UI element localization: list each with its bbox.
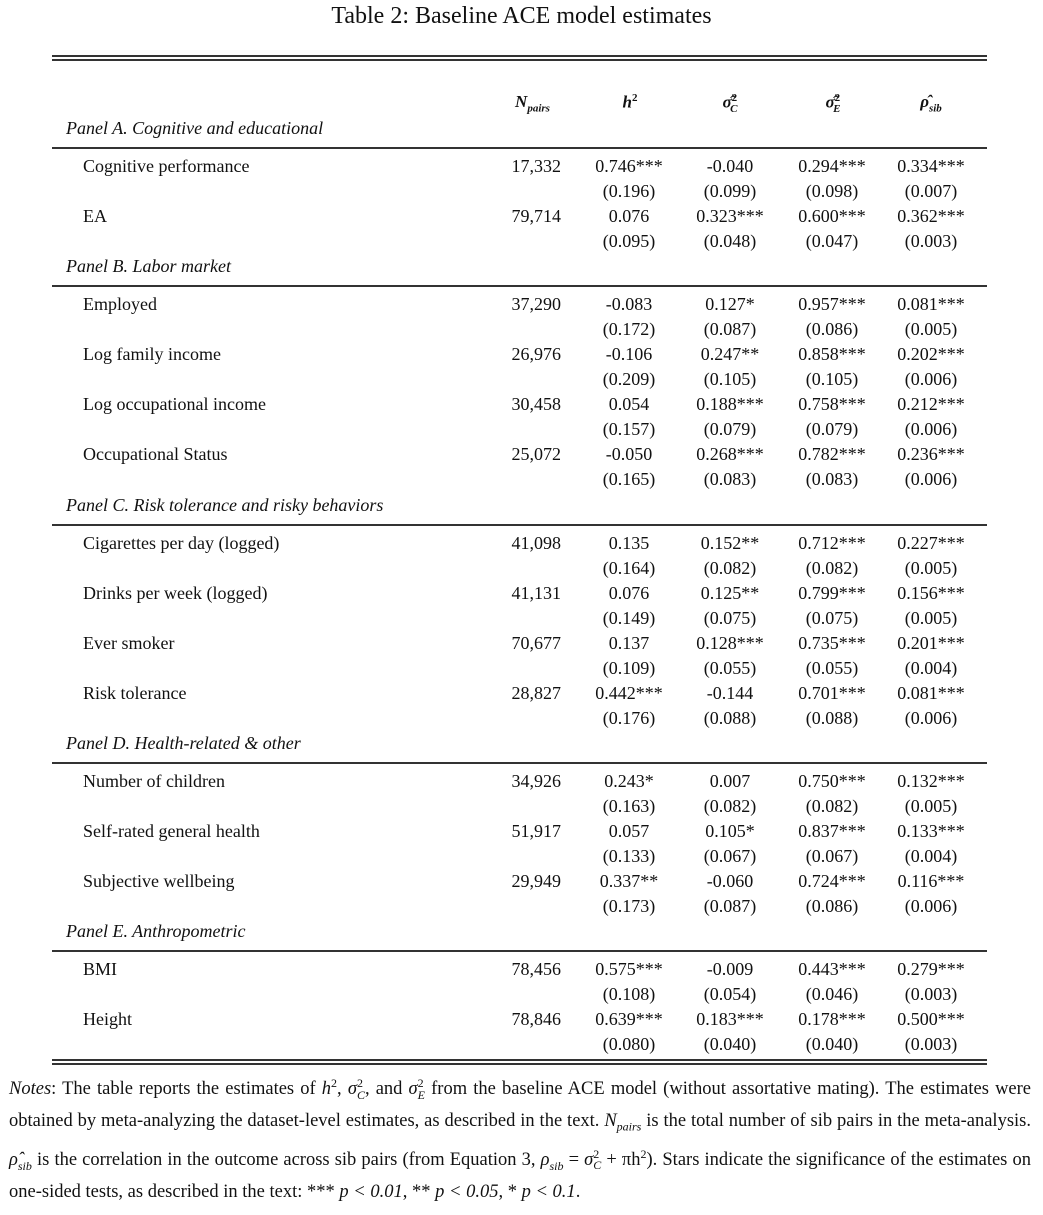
panel-title: Panel D. Health-related & other xyxy=(66,733,301,753)
cell-sc: 0.188*** xyxy=(696,394,764,414)
cell-h2: 0.054 xyxy=(608,394,650,414)
cell-sc-se: (0.082) xyxy=(703,796,757,816)
cell-se: 0.799*** xyxy=(798,583,866,603)
cell-h2-se: (0.176) xyxy=(602,708,656,728)
cell-rho: 0.081*** xyxy=(897,294,965,314)
cell-h2-se: (0.108) xyxy=(602,984,656,1004)
cell-rho: 0.500*** xyxy=(897,1009,965,1029)
cell-rho-se: (0.004) xyxy=(904,658,958,678)
cell-se-se: (0.086) xyxy=(805,896,859,916)
cell-se-se: (0.047) xyxy=(805,231,859,251)
cell-se: 0.443*** xyxy=(798,959,866,979)
cell-se: 0.837*** xyxy=(798,821,866,841)
cell-n: 78,846 xyxy=(511,1009,561,1029)
cell-rho-se: (0.003) xyxy=(904,1034,958,1054)
cell-se: 0.600*** xyxy=(798,206,866,226)
cell-rho: 0.236*** xyxy=(897,444,965,464)
cell-sc-se: (0.079) xyxy=(703,419,757,439)
cell-n: 34,926 xyxy=(511,771,561,791)
cell-rho-se: (0.007) xyxy=(904,181,958,201)
cell-rho-se: (0.005) xyxy=(904,558,958,578)
panel-title: Panel E. Anthropometric xyxy=(66,921,246,941)
header-sigma-c: σ̂$^2_C$ xyxy=(722,92,738,116)
cell-sc-se: (0.048) xyxy=(703,231,757,251)
cell-n: 51,917 xyxy=(511,821,561,841)
cell-se-se: (0.088) xyxy=(805,708,859,728)
panel-rule xyxy=(52,524,987,526)
cell-sc: 0.152** xyxy=(700,533,760,553)
cell-n: 78,456 xyxy=(511,959,561,979)
panel-title: Panel A. Cognitive and educational xyxy=(66,118,324,138)
cell-h2-se: (0.149) xyxy=(602,608,656,628)
cell-se-se: (0.082) xyxy=(805,558,859,578)
cell-sc-se: (0.082) xyxy=(703,558,757,578)
cell-h2: -0.083 xyxy=(605,294,653,314)
cell-n: 17,332 xyxy=(511,156,561,176)
cell-h2: 0.442*** xyxy=(595,683,663,703)
cell-sc: -0.060 xyxy=(706,871,754,891)
cell-rho-se: (0.004) xyxy=(904,846,958,866)
top-rule-2 xyxy=(52,59,987,61)
cell-n: 26,976 xyxy=(511,344,561,364)
row-label: EA xyxy=(83,206,107,226)
cell-rho: 0.133*** xyxy=(897,821,965,841)
cell-rho-se: (0.006) xyxy=(904,469,958,489)
cell-rho: 0.212*** xyxy=(897,394,965,414)
cell-se: 0.750*** xyxy=(798,771,866,791)
cell-n: 41,098 xyxy=(511,533,561,553)
table-title: Table 2: Baseline ACE model estimates xyxy=(331,3,712,29)
header-h2: $h^2$ xyxy=(622,92,638,112)
cell-se: 0.782*** xyxy=(798,444,866,464)
cell-se: 0.858*** xyxy=(798,344,866,364)
cell-n: 28,827 xyxy=(511,683,561,703)
cell-rho: 0.156*** xyxy=(897,583,965,603)
cell-se-se: (0.083) xyxy=(805,469,859,489)
cell-rho: 0.279*** xyxy=(897,959,965,979)
cell-rho: 0.132*** xyxy=(897,771,965,791)
cell-sc-se: (0.067) xyxy=(703,846,757,866)
cell-h2: 0.243* xyxy=(604,771,654,791)
cell-rho-se: (0.005) xyxy=(904,796,958,816)
cell-rho: 0.227*** xyxy=(897,533,965,553)
cell-rho-se: (0.005) xyxy=(904,319,958,339)
header-sigma-e: σ̂$^2_E$ xyxy=(825,92,841,116)
cell-sc: 0.183*** xyxy=(696,1009,764,1029)
cell-h2-se: (0.163) xyxy=(602,796,656,816)
cell-sc-se: (0.088) xyxy=(703,708,757,728)
cell-rho-se: (0.003) xyxy=(904,231,958,251)
cell-n: 37,290 xyxy=(511,294,561,314)
cell-h2-se: (0.172) xyxy=(602,319,656,339)
cell-sc: 0.268*** xyxy=(696,444,764,464)
cell-se-se: (0.082) xyxy=(805,796,859,816)
bottom-rule-2 xyxy=(52,1063,987,1065)
cell-sc: -0.009 xyxy=(706,959,754,979)
cell-h2-se: (0.080) xyxy=(602,1034,656,1054)
panel-title: Panel B. Labor market xyxy=(66,256,231,276)
header-npairs: $N_{pairs}$ xyxy=(515,92,550,115)
row-label: Log family income xyxy=(83,344,221,364)
cell-rho-se: (0.006) xyxy=(904,369,958,389)
cell-sc: -0.040 xyxy=(706,156,754,176)
row-label: Self-rated general health xyxy=(83,821,260,841)
cell-rho-se: (0.003) xyxy=(904,984,958,1004)
cell-h2: 0.337** xyxy=(599,871,659,891)
bottom-rule-1 xyxy=(52,1059,987,1061)
cell-se: 0.758*** xyxy=(798,394,866,414)
cell-h2-se: (0.164) xyxy=(602,558,656,578)
cell-h2: 0.076 xyxy=(608,206,650,226)
cell-n: 79,714 xyxy=(511,206,561,226)
cell-h2-se: (0.157) xyxy=(602,419,656,439)
row-label: Cigarettes per day (logged) xyxy=(83,533,280,553)
cell-sc: -0.144 xyxy=(706,683,754,703)
cell-se: 0.178*** xyxy=(798,1009,866,1029)
row-label: Drinks per week (logged) xyxy=(83,583,268,603)
cell-sc: 0.247** xyxy=(700,344,760,364)
cell-se-se: (0.105) xyxy=(805,369,859,389)
cell-h2-se: (0.196) xyxy=(602,181,656,201)
cell-n: 29,949 xyxy=(511,871,561,891)
cell-h2: -0.106 xyxy=(605,344,653,364)
cell-h2: 0.746*** xyxy=(595,156,663,176)
cell-h2-se: (0.133) xyxy=(602,846,656,866)
cell-se-se: (0.075) xyxy=(805,608,859,628)
row-label: BMI xyxy=(83,959,118,979)
cell-h2: 0.639*** xyxy=(595,1009,663,1029)
cell-sc: 0.127* xyxy=(705,294,755,314)
cell-rho: 0.202*** xyxy=(897,344,965,364)
cell-rho-se: (0.006) xyxy=(904,708,958,728)
cell-n: 30,458 xyxy=(511,394,561,414)
cell-se-se: (0.040) xyxy=(805,1034,859,1054)
top-rule-1 xyxy=(52,55,987,57)
cell-sc-se: (0.099) xyxy=(703,181,757,201)
panel-rule xyxy=(52,950,987,952)
cell-sc-se: (0.087) xyxy=(703,319,757,339)
panel-title: Panel C. Risk tolerance and risky behaviors xyxy=(66,495,384,515)
cell-n: 25,072 xyxy=(511,444,561,464)
cell-se: 0.724*** xyxy=(798,871,866,891)
cell-h2-se: (0.095) xyxy=(602,231,656,251)
cell-rho-se: (0.005) xyxy=(904,608,958,628)
row-label: Log occupational income xyxy=(83,394,266,414)
cell-h2-se: (0.209) xyxy=(602,369,656,389)
cell-sc: 0.105* xyxy=(705,821,755,841)
cell-se-se: (0.046) xyxy=(805,984,859,1004)
cell-se-se: (0.067) xyxy=(805,846,859,866)
cell-se-se: (0.055) xyxy=(805,658,859,678)
row-label: Employed xyxy=(83,294,157,314)
cell-sc-se: (0.040) xyxy=(703,1034,757,1054)
row-label: Risk tolerance xyxy=(83,683,187,703)
cell-h2-se: (0.173) xyxy=(602,896,656,916)
row-label: Ever smoker xyxy=(83,633,175,653)
cell-se-se: (0.079) xyxy=(805,419,859,439)
cell-sc-se: (0.087) xyxy=(703,896,757,916)
panel-rule xyxy=(52,285,987,287)
cell-n: 70,677 xyxy=(511,633,561,653)
cell-n: 41,131 xyxy=(511,583,561,603)
cell-h2: 0.135 xyxy=(608,533,650,553)
cell-se: 0.957*** xyxy=(798,294,866,314)
cell-sc: 0.125** xyxy=(700,583,760,603)
cell-se: 0.701*** xyxy=(798,683,866,703)
cell-sc-se: (0.105) xyxy=(703,369,757,389)
panel-rule xyxy=(52,762,987,764)
cell-rho: 0.362*** xyxy=(897,206,965,226)
cell-sc-se: (0.075) xyxy=(703,608,757,628)
table-notes: Notes: The table reports the estimates of $h^2$, $\sigma^2_C$, and $\sigma^2_E$ from the baseline ACE model (without assortative mating). The estimates were obtained by meta-analyzing the dataset-level estimates, as described in the text. $N_{pairs}$ is the total number of sib pairs in the meta-analysis. $\rhô_{sib}$ is the correlation in the outcome across sib pairs (from Equation 3, $\rho_{sib} = \sigma^2_C + \pi h^2$). Stars indicate the significance of the estimates on one-sided tests, as described in the text: *** p < 0.01, ** p < 0.05, * p < 0.1. xyxy=(9,1076,1032,1202)
cell-se-se: (0.086) xyxy=(805,319,859,339)
row-label: Occupational Status xyxy=(83,444,228,464)
cell-h2: 0.137 xyxy=(608,633,650,653)
row-label: Cognitive performance xyxy=(83,156,250,176)
cell-h2-se: (0.109) xyxy=(602,658,656,678)
cell-se: 0.294*** xyxy=(798,156,866,176)
cell-h2-se: (0.165) xyxy=(602,469,656,489)
cell-rho: 0.334*** xyxy=(897,156,965,176)
cell-h2: 0.575*** xyxy=(595,959,663,979)
row-label: Height xyxy=(83,1009,132,1029)
cell-se: 0.735*** xyxy=(798,633,866,653)
cell-rho: 0.081*** xyxy=(897,683,965,703)
cell-rho: 0.116*** xyxy=(897,871,965,891)
header-rho-sib: $\rhô_{sib}$ xyxy=(920,92,942,115)
cell-sc: 0.128*** xyxy=(696,633,764,653)
cell-h2: -0.050 xyxy=(605,444,653,464)
cell-se: 0.712*** xyxy=(798,533,866,553)
cell-h2: 0.076 xyxy=(608,583,650,603)
cell-sc: 0.007 xyxy=(709,771,751,791)
cell-sc-se: (0.055) xyxy=(703,658,757,678)
cell-se-se: (0.098) xyxy=(805,181,859,201)
cell-rho-se: (0.006) xyxy=(904,896,958,916)
panel-rule xyxy=(52,147,987,149)
row-label: Subjective wellbeing xyxy=(83,871,235,891)
row-label: Number of children xyxy=(83,771,225,791)
cell-sc: 0.323*** xyxy=(696,206,764,226)
cell-sc-se: (0.054) xyxy=(703,984,757,1004)
cell-sc-se: (0.083) xyxy=(703,469,757,489)
cell-rho-se: (0.006) xyxy=(904,419,958,439)
cell-rho: 0.201*** xyxy=(897,633,965,653)
cell-h2: 0.057 xyxy=(608,821,650,841)
